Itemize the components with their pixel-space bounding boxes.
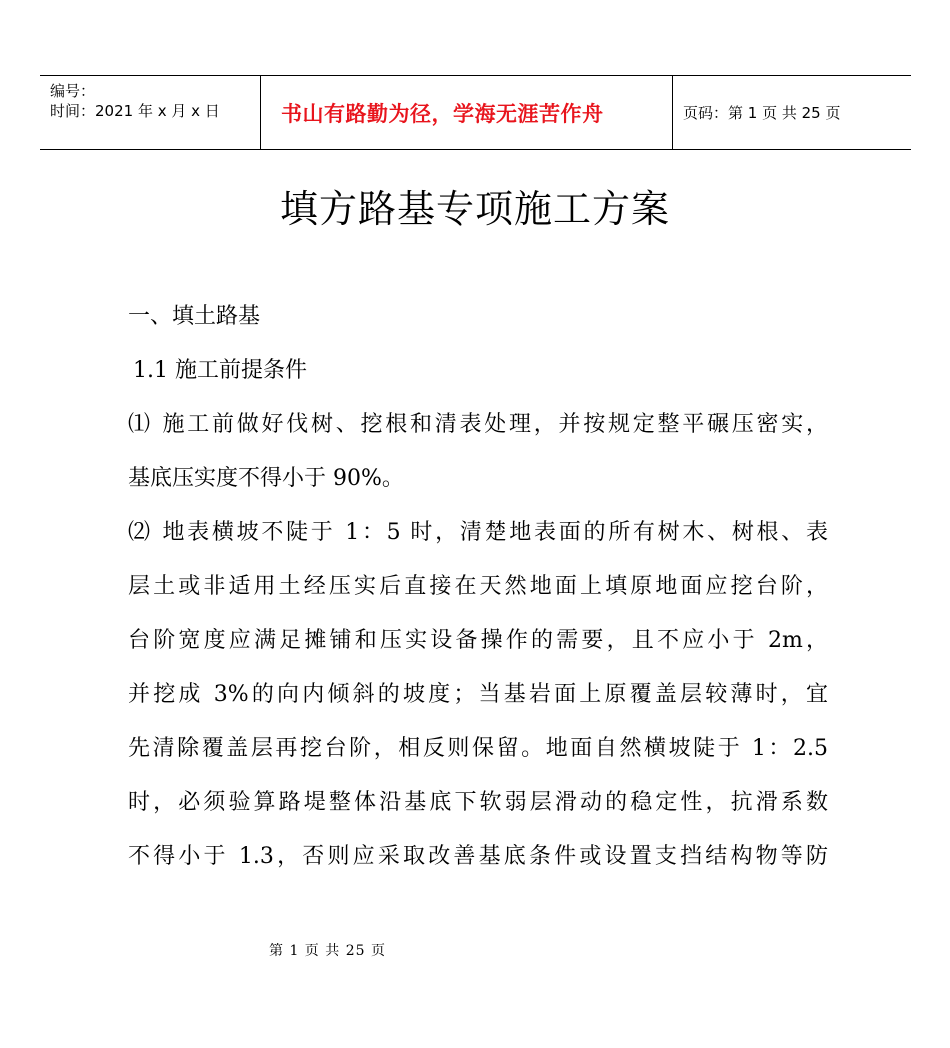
header-page-cell bbox=[673, 76, 911, 149]
paragraph-line: 并挖成 3%的向内倾斜的坡度；当基岩面上原覆盖层较薄时，宜 bbox=[128, 682, 828, 707]
page-info-text: 页码：第 1 页 共 25 页 bbox=[683, 104, 841, 122]
paragraph-line: 层土或非适用土经压实后直接在天然地面上填原地面应挖台阶， bbox=[128, 574, 828, 599]
paragraph-line: 先清除覆盖层再挖台阶，相反则保留。地面自然横坡陡于 1：2.5 bbox=[128, 736, 828, 761]
header-meta-cell bbox=[40, 76, 261, 149]
paragraph-line: ⑴ 施工前做好伐树、挖根和清表处理，并按规定整平碾压密实， bbox=[128, 412, 828, 437]
paragraph-line: 时，必须验算路堤整体沿基底下软弱层滑动的稳定性，抗滑系数 bbox=[128, 790, 828, 815]
document-title: 填方路基专项施工方案 bbox=[279, 187, 670, 231]
paragraph-line: ⑵ 地表横坡不陡于 1：5 时，清楚地表面的所有树木、树根、表 bbox=[128, 520, 828, 545]
page-footer: 第 1 页 共 25 页 bbox=[269, 943, 386, 959]
serial-number-label: 编号： bbox=[50, 82, 96, 100]
paragraph-line: 不得小于 1.3，否则应采取改善基底条件或设置支挡结构物等防 bbox=[128, 844, 828, 869]
date-label: 时间：2021 年 x 月 x 日 bbox=[50, 102, 220, 120]
document-header bbox=[40, 75, 911, 150]
subsection-heading: 1.1 施工前提条件 bbox=[133, 358, 307, 383]
paragraph-line: 台阶宽度应满足摊铺和压实设备操作的需要，且不应小于 2m， bbox=[128, 628, 828, 653]
header-motto-cell bbox=[261, 76, 673, 149]
body-paragraph bbox=[128, 398, 828, 884]
section-heading: 一、填土路基 bbox=[128, 304, 261, 329]
motto-text: 书山有路勤为径，学海无涯苦作舟 bbox=[281, 101, 604, 126]
paragraph-line: 基底压实度不得小于 90%。 bbox=[128, 466, 404, 491]
